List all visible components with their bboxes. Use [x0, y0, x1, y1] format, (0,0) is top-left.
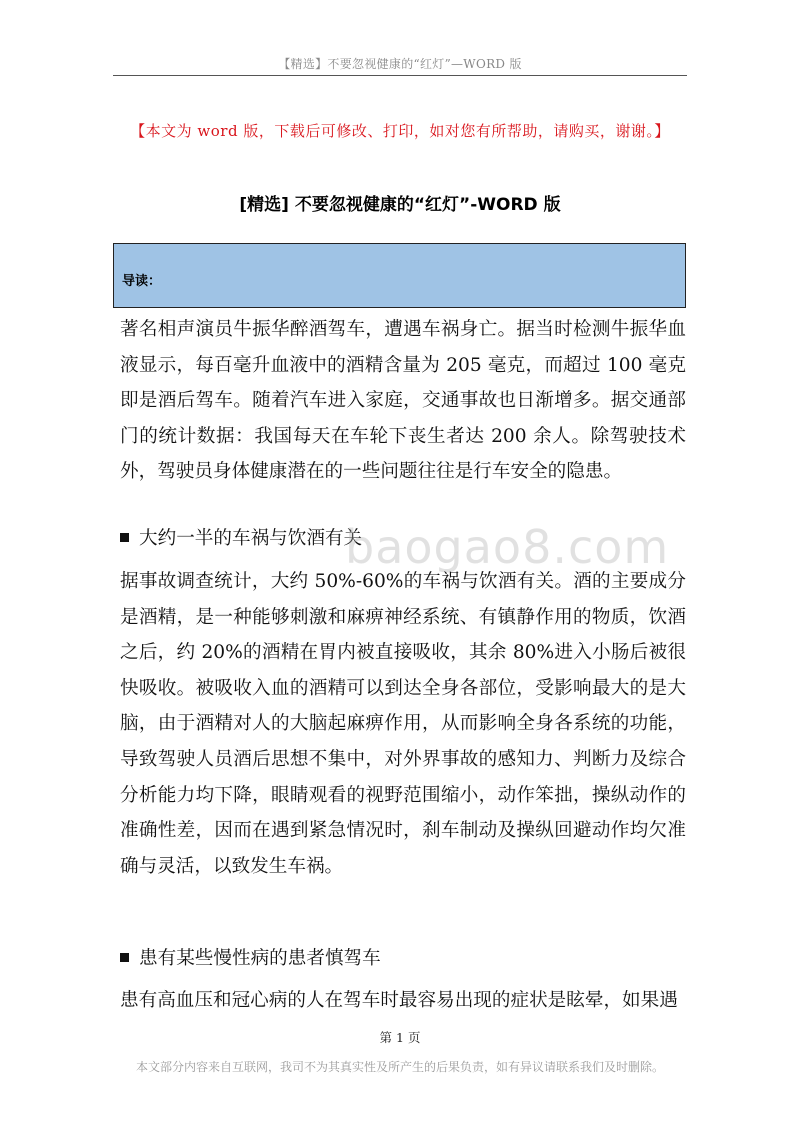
intro-box	[113, 243, 686, 308]
section-heading-chronic-disease	[120, 941, 381, 977]
section-heading-text: 大约一半的车祸与饮酒有关	[139, 528, 363, 549]
purchase-notice: 【本文为 word 版，下载后可修改、打印，如对您有所帮助，请购买，谢谢。】	[130, 122, 670, 140]
page-header: 【精选】不要忽视健康的“红灯”—WORD 版	[278, 57, 522, 71]
section-heading-text: 患有某些慢性病的患者慎驾车	[139, 948, 381, 969]
watermark: baogao8.com	[345, 520, 670, 574]
paragraph-intro: 著名相声演员牛振华醉酒驾车，遭遇车祸身亡。据当时检测牛振华血液显示，每百毫升血液中的酒精含量为 205 毫克，而超过 100 毫克即是酒后驾车。随着汽车进入家庭，交通事故也日渐增多。据交通部门的统计数据：我国每天在车轮下丧生者达 200 余人。除驾驶技术外，驾驶员身体健康潜在的一些问题往往是行车安全的隐患。	[120, 319, 686, 483]
square-bullet-icon	[120, 533, 129, 542]
document-title: [精选] 不要忽视健康的“红灯”-WORD 版	[239, 195, 561, 215]
page-footer-disclaimer: 本文部分内容来自互联网，我司不为其真实性及所产生的后果负责，如有异议请联系我们及时删除。	[135, 1060, 664, 1074]
page-number: 第 1 页	[379, 1030, 421, 1045]
paragraph-drinking: 据事故调查统计，大约 50%-60%的车祸与饮酒有关。酒的主要成分是酒精，是一种能够刺激和麻痹神经系统、有镇静作用的物质，饮酒之后，约 20%的酒精在胃内被直接吸收，其余 80%进入小肠后被很快吸收。被吸收入血的酒精可以到达全身各部位，受影响最大的是大脑，由于酒精对人的大脑起麻痹作用，从而影响全身各系统的功能，导致驾驶人员酒后思想不集中，对外界事故的感知力、判断力及综合分析能力均下降，眼睛观看的视野范围缩小，动作笨拙，操纵动作的准确性差，因而在遇到紧急情况时，刹车制动及操纵回避动作均欠准确与灵活，以致发生车祸。	[120, 571, 686, 877]
intro-label: 导读：	[122, 274, 162, 289]
header-divider	[113, 75, 687, 76]
section-heading-drinking	[120, 521, 362, 557]
paragraph-chronic-disease: 患有高血压和冠心病的人在驾车时最容易出现的症状是眩晕，如果遇	[120, 990, 678, 1011]
square-bullet-icon	[120, 953, 129, 962]
